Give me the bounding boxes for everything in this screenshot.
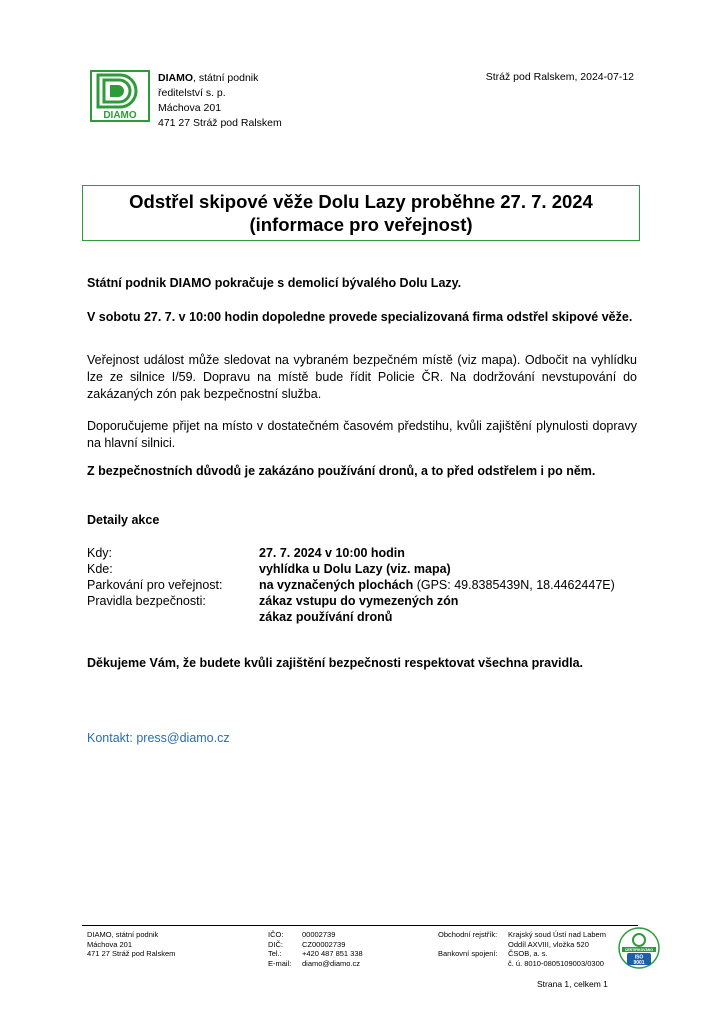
title-line-2: (informace pro veřejnost): [249, 214, 473, 235]
footer-label: [438, 959, 498, 969]
footer-value: 00002739: [302, 930, 336, 939]
paragraph-intro: Státní podnik DIAMO pokračuje s demolicí bývalého Dolu Lazy.: [87, 276, 462, 290]
contact-link[interactable]: Kontakt: press@diamo.cz: [87, 731, 230, 745]
title-box: [82, 185, 640, 241]
footer-value: ČSOB, a. s.: [508, 949, 548, 958]
details-title: Detaily akce: [87, 513, 160, 527]
footer-line: DIAMO, státní podnik: [87, 930, 159, 939]
footer-label: Bankovní spojení:: [438, 949, 498, 958]
address-line: 471 27 Stráž pod Ralskem: [158, 117, 282, 129]
footer-value: CZ00002739: [302, 939, 346, 949]
thanks-text: Děkujeme Vám, že budete kvůli zajištění bezpečnosti respektovat všechna pravidla.: [87, 656, 584, 670]
company-name: DIAMO: [158, 72, 193, 84]
footer-value: +420 487 851 338: [302, 949, 363, 958]
iso-label: ISO: [634, 954, 644, 961]
detail-value: zákaz vstupu do vymezených zón: [259, 594, 459, 608]
address-line: Máchova 201: [158, 102, 222, 114]
footer-reg-labels: [438, 930, 498, 968]
iso-number: 9001: [633, 960, 645, 966]
footer-value: Krajský soud Ústí nad Labem: [508, 930, 606, 939]
detail-label: Parkování pro veřejnost:: [87, 578, 223, 592]
footer-label: E-mail:: [268, 958, 292, 968]
footer-value: Oddíl AXVIII, vložka 520: [508, 939, 589, 949]
footer-reg-values: [508, 930, 606, 968]
paragraph-date: V sobotu 27. 7. v 10:00 hodin dopoledne provede specializovaná firma odstřel skipové věže.: [87, 310, 633, 324]
detail-value: vyhlídka u Dolu Lazy (viz. mapa): [259, 562, 451, 576]
footer-address: [87, 930, 175, 959]
footer-line: 471 27 Stráž pod Ralskem: [87, 949, 176, 958]
iso-top-text: CERTIFIKOVÁNO: [624, 948, 654, 952]
paragraph-advice: Doporučujeme přijet na místo v dostatečném časovém předstihu, kvůli zajištění plynulosti dopravy na hlavní silnici.: [87, 419, 637, 450]
title-line-1: Odstřel skipové věže Dolu Lazy proběhne 27. 7. 2024: [129, 191, 593, 212]
sender-address: [158, 71, 282, 131]
footer-label: Obchodní rejstřík:: [438, 930, 498, 939]
detail-label: Pravidla bezpečnosti:: [87, 594, 206, 608]
iso-certification-icon: [618, 927, 660, 969]
footer-label: IČO:: [268, 930, 284, 939]
detail-extra: (GPS: 49.8385439N, 18.4462447E): [413, 578, 615, 592]
footer-value: č. ú. 8010-0805109003/0300: [508, 958, 604, 968]
footer-ids-labels: [268, 930, 291, 968]
footer-label: DIČ:: [268, 939, 283, 949]
footer-label: Tel.:: [268, 949, 282, 958]
detail-label: Kde:: [87, 562, 113, 576]
paragraph-drones: Z bezpečnostních důvodů je zakázáno používání dronů, a to před odstřelem i po něm.: [87, 464, 596, 478]
page-number: Strana 1, celkem 1: [537, 979, 608, 989]
footer-ids-values: [302, 930, 363, 968]
address-line: ředitelství s. p.: [158, 87, 226, 99]
detail-label: Kdy:: [87, 546, 113, 560]
detail-value: na vyznačených plochách: [259, 578, 414, 592]
footer-value: diamo@diamo.cz: [302, 958, 361, 968]
paragraph-public: Veřejnost událost může sledovat na vybraném bezpečném místě (viz mapa). Odbočit na vyhlídku lze ze silnice I/59. Dopravu na místě bude řídit Policie ČR. Na dodržování nevstupování do zakázaných zón pak bezpečnostní služba.: [87, 353, 637, 401]
diamo-logo: [90, 70, 150, 122]
detail-value: 27. 7. 2024 v 10:00 hodin: [259, 546, 405, 560]
logo-text: DIAMO: [103, 110, 137, 121]
detail-value: zákaz používání dronů: [259, 610, 393, 624]
footer-label: [438, 940, 498, 950]
footer-divider: [82, 925, 638, 926]
company-suffix: , státní podnik: [193, 72, 259, 84]
footer-line: Máchova 201: [87, 939, 133, 949]
place-date: Stráž pod Ralskem, 2024-07-12: [485, 71, 634, 83]
